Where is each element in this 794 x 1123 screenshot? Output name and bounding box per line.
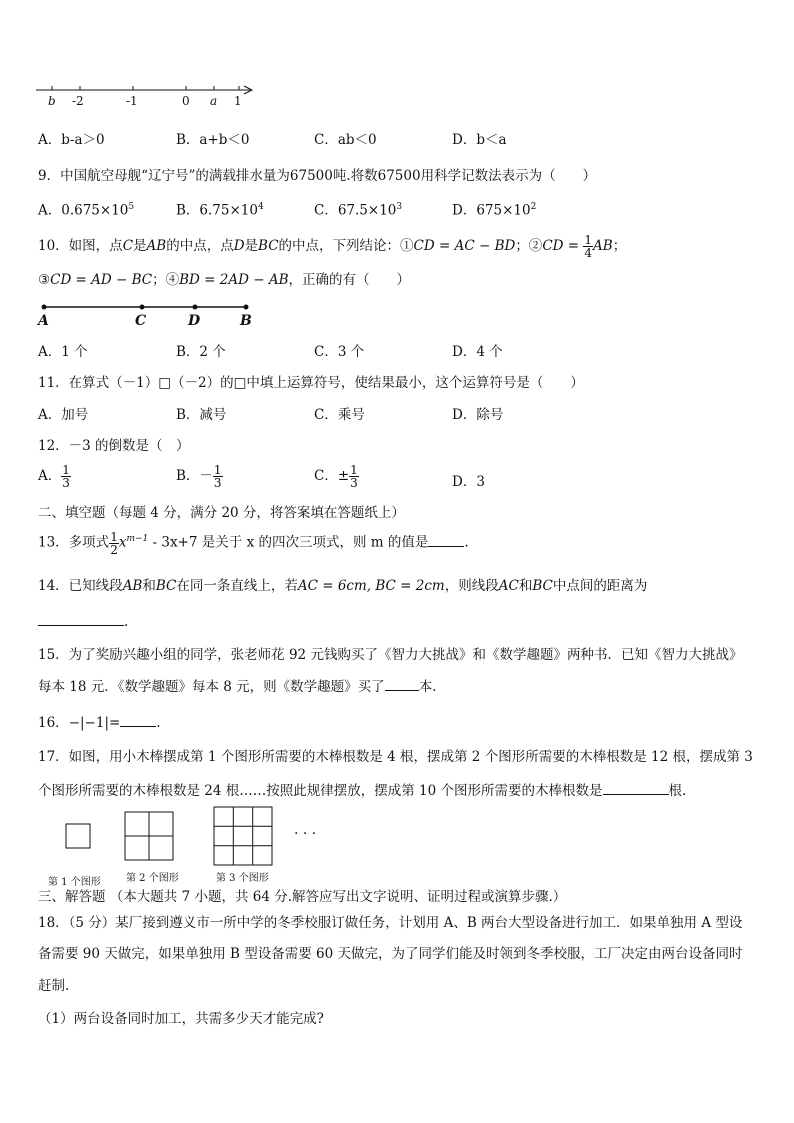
q11-option-c[interactable]: C．乘号 [314, 407, 365, 423]
q10-label-b: B [240, 313, 252, 329]
q14-answer-line: . [38, 612, 128, 631]
q10-option-a[interactable]: A．1 个 [38, 344, 88, 360]
q18-subquestion-1: （1）两台设备同时加工，共需多少天才能完成? [38, 1011, 324, 1027]
q9-option-d[interactable]: D．$675\times 10^2$ [452, 202, 537, 219]
q16-answer-blank[interactable] [120, 713, 156, 727]
q10-option-b[interactable]: B．2 个 [176, 344, 226, 360]
q15-stem-line1: 15．为了奖励兴趣小组的同学，张老师花 92 元钱购买了《智力大挑战》和《数学趣题》两种书．已知《智力大挑战》 [38, 647, 743, 663]
q10-label-d: D [188, 313, 201, 329]
q18-stem-line1: 18．（5 分）某厂接到遵义市一所中学的冬季校服订做任务，计划用 A、B 两台大型设备进行加工．如果单独用 A 型设 [38, 915, 743, 931]
numberline-label-zero: 0 [182, 94, 190, 108]
q12-option-c[interactable]: C．± $\frac{1}{3}$ [314, 463, 358, 490]
q11-option-d[interactable]: D．除号 [452, 407, 504, 423]
section-heading-fill-in: 二、填空题（每题 4 分，满分 20 分，将答案填在答题纸上） [38, 505, 405, 521]
q11-option-a[interactable]: A．加号 [38, 407, 89, 423]
q14-stem: 14．已知线段AB和BC在同一条直线上，若AC = 6cm, BC = 2cm，则线段AC和BC中点间的距离为 [38, 578, 648, 594]
q8-option-c[interactable]: C．ab＜0 [314, 132, 377, 148]
q12-option-a[interactable]: A． $\frac{1}{3}$ [38, 463, 70, 490]
q10-stem-line2: ③CD = AD − BC；④BD = 2AD − AB，正确的有（ ） [38, 272, 410, 288]
q9-option-c[interactable]: C．$67.5\times 10^3$ [314, 202, 403, 219]
q10-stem-line1: 10．如图，点C是AB的中点，点D是BC的中点，下列结论：①CD = AC − BD；②CD = $\frac{1}{4}$ AB； [38, 233, 627, 260]
q12-stem: 12．－3 的倒数是（ ） [38, 438, 190, 454]
q17-caption-1: 第 1 个图形 [48, 877, 101, 888]
q10-option-d[interactable]: D．4 个 [452, 344, 503, 360]
q10-fraction: $\frac{1}{4}$ [584, 233, 593, 260]
q10-label-c: C [135, 313, 147, 329]
q17-ellipsis: · · · [294, 826, 317, 842]
q11-stem: 11．在算式（－1）□（－2）的□中填上运算符号，使结果最小，这个运算符号是（ ） [38, 375, 584, 391]
q10-label-a: A [38, 313, 49, 329]
numberline-label-b: b [48, 94, 56, 108]
numberline-label-one: 1 [234, 94, 242, 108]
q17-caption-2: 第 2 个图形 [126, 873, 179, 884]
q15-answer-blank[interactable] [385, 677, 419, 691]
q8-option-d[interactable]: D．b＜a [452, 132, 507, 148]
q13-answer-blank[interactable] [428, 533, 464, 547]
section-heading-solutions: 三、解答题 （本大题共 7 小题，共 64 分.解答应写出文字说明、证明过程或演算步骤.） [38, 889, 567, 905]
q14-answer-blank[interactable] [38, 612, 124, 626]
q17-caption-3: 第 3 个图形 [216, 873, 269, 884]
q17-stem-line1: 17．如图，用小木棒摆成第 1 个图形所需要的木棒根数是 4 根，摆成第 2 个图形所需要的木棒根数是 12 根，摆成第 3 [38, 749, 753, 765]
numberline-label-neg2: -2 [72, 94, 84, 108]
q9-stem: 9．中国航空母舰“辽宁号”的满载排水量为67500吨.将数67500用科学记数法表示为（ ） [38, 168, 597, 184]
q8-option-a[interactable]: A．b-a＞0 [38, 132, 105, 148]
q11-option-b[interactable]: B．减号 [176, 407, 227, 423]
q9-option-a[interactable]: A．$0.675\times 10^5$ [38, 202, 135, 219]
q18-stem-line2: 备需要 90 天做完，如果单独用 B 型设备需要 60 天做完，为了同学们能及时领到冬季校服，工厂决定由两台设备同时 [38, 946, 743, 962]
q8-option-b[interactable]: B．a+b＜0 [176, 132, 250, 148]
q10-segment-figure [38, 300, 258, 314]
q16-stem: 16．−|−1|= . [38, 715, 161, 731]
q17-answer-blank[interactable] [603, 781, 669, 795]
numberline-label-a: a [210, 94, 218, 108]
number-line [36, 80, 260, 110]
q17-stem-line2: 个图形所需要的木棒根数是 24 根……按照此规律摆放，摆成第 10 个图形所需要的木棒根数是 根. [38, 783, 687, 799]
q10-option-c[interactable]: C．3 个 [314, 344, 365, 360]
q12-option-b[interactable]: B．－ $\frac{1}{3}$ [176, 463, 222, 490]
numberline-label-neg1: -1 [126, 94, 138, 108]
q9-option-b[interactable]: B．$6.75\times 10^4$ [176, 202, 264, 219]
q13-stem: 13．多项式 $\frac{1}{2}$ $x^{m-1} - 3x+7$ 是关于 x 的四次三项式，则 m 的值是 . [38, 529, 469, 557]
q12-option-d[interactable]: D．3 [452, 474, 485, 490]
q15-stem-line2: 每本 18 元．《数学趣题》每本 8 元，则《数学趣题》买了 本. [38, 679, 437, 695]
q18-stem-line3: 赶制. [38, 978, 70, 994]
